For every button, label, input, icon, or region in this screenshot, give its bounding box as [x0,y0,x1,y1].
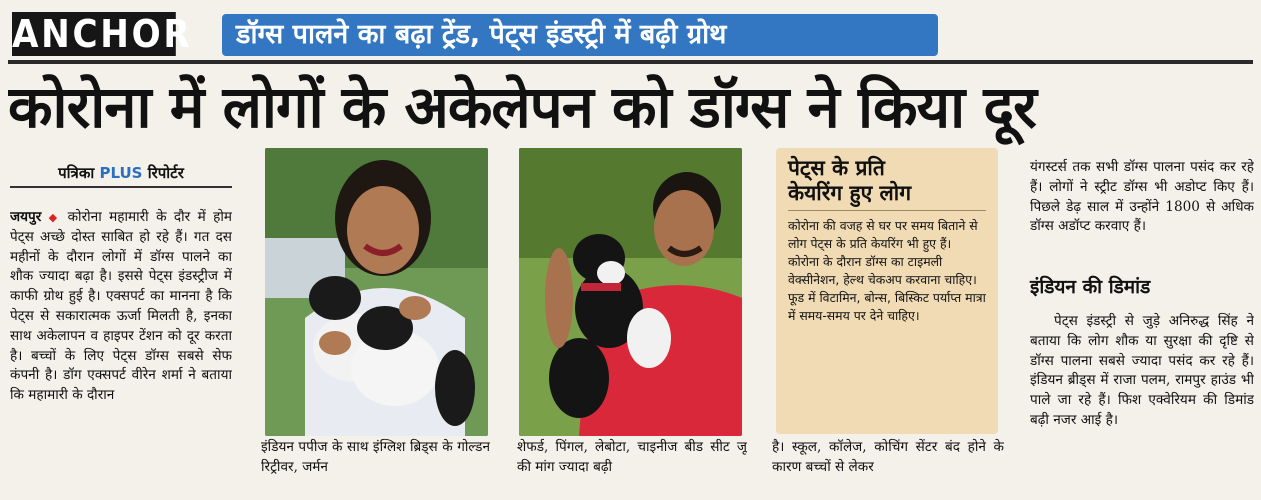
headline: कोरोना में लोगों के अकेलेपन को डॉग्स ने किया दूर [8,73,1036,141]
article-column-4-top: यंगस्टर्स तक सभी डॉग्स पालना पसंद कर रहे हैं। लोगों ने स्ट्रीट डॉग्स भी अडोप्ट किए हैं। पिछले डेढ़ साल में उन्होंने 1800 से अधिक डॉग्स अडॉप्ट करवाए हैं। [1030,159,1254,235]
byline-plus: PLUS [99,164,143,182]
article-column-1 [10,208,232,494]
sidebar-title [788,156,986,211]
sidebar-title-line-1: पेट्स के प्रति [788,156,885,180]
caption-column-3: शेफर्ड, पिंगल, लेबोटा, चाइनीज बीड सीट जू की मांग ज्यादा बढ़ी [517,439,747,475]
sidebar-title-line-2: केयरिंग हुए लोग [788,181,912,205]
caption-column-2: इंडियन पपीज के साथ इंग्लिश ब्रिड्स के गोल्डन रिट्रीवर, जर्मन [261,439,490,475]
dateline-diamond-icon: ◆ [48,211,61,224]
photo-man-illustration [519,148,742,436]
sidebar-body: कोरोना की वजह से घर पर समय बिताने से लोग पेट्स के प्रति केयरिंग भी हुए हैं। कोरोना के दौरान डॉग्स का टाइमली वेक्सीनेशन, हेल्थ चेकअप करवाना चाहिए। फूड में विटामिन, बोन्स, बिस्किट पर्याप्त मात्रा में समय-समय पर देने चाहिए। [788,218,986,323]
caption-column-4: है। स्कूल, कॉलेज, कोचिंग सेंटर बंद होने के कारण बच्चों से लेकर [772,439,1004,475]
sidebar-box [776,148,998,434]
header-rule [8,60,1253,64]
photo-man-with-puppy [519,148,742,436]
anchor-label: ANCHOR [12,12,193,56]
article-column-4-bottom: पेट्स इंडस्ट्री से जुड़े अनिरुद्ध सिंह ने बताया कि लोग शौक या सुरक्षा की दृष्टि से डॉग्स पालना सबसे ज्यादा पसंद कर रहे हैं। इंडियन ब्रीड्स में राजा पलम, रामपुर हाउंड भी पाले जा रहे हैं। फिश एक्वेरियम की डिमांड बढ़ी नजर आई है। [1030,313,1254,428]
subheading-indian-demand: इंडियन की डिमांड [1030,276,1151,298]
photo-woman-with-puppies [265,148,488,436]
article-text-1: कोरोना महामारी के दौर में होम पेट्स अच्छे दोस्त साबित हो रहे हैं। गत दस महीनों के दौरान लोगों में डॉग्स पालने का शौक ज्यादा बढ़ा है। इससे पेट्स इंडस्ट्रीज में काफी ग्रोथ हुई है। एक्सपर्ट का मानना है कि पेट्स से सकारात्मक ऊर्जा मिलती है, इनका साथ अकेलापन व हाइपर टेंशन को दूर करता है। बच्चों के लिए पेट्स डॉग्स सबसे सेफ कंपनी है। डॉग एक्सपर्ट वीरेन शर्मा ने बताया कि महामारी के दौरान [10,209,232,404]
photo-woman-illustration [265,148,488,436]
byline-reporter: रिपोर्टर [147,164,184,182]
dateline-city: जयपुर [10,209,42,225]
byline-publication: पत्रिका [58,164,95,182]
byline [10,160,232,188]
sub-banner: डॉग्स पालने का बढ़ा ट्रेंड, पेट्स इंडस्ट्री में बढ़ी ग्रोथ [222,14,938,56]
